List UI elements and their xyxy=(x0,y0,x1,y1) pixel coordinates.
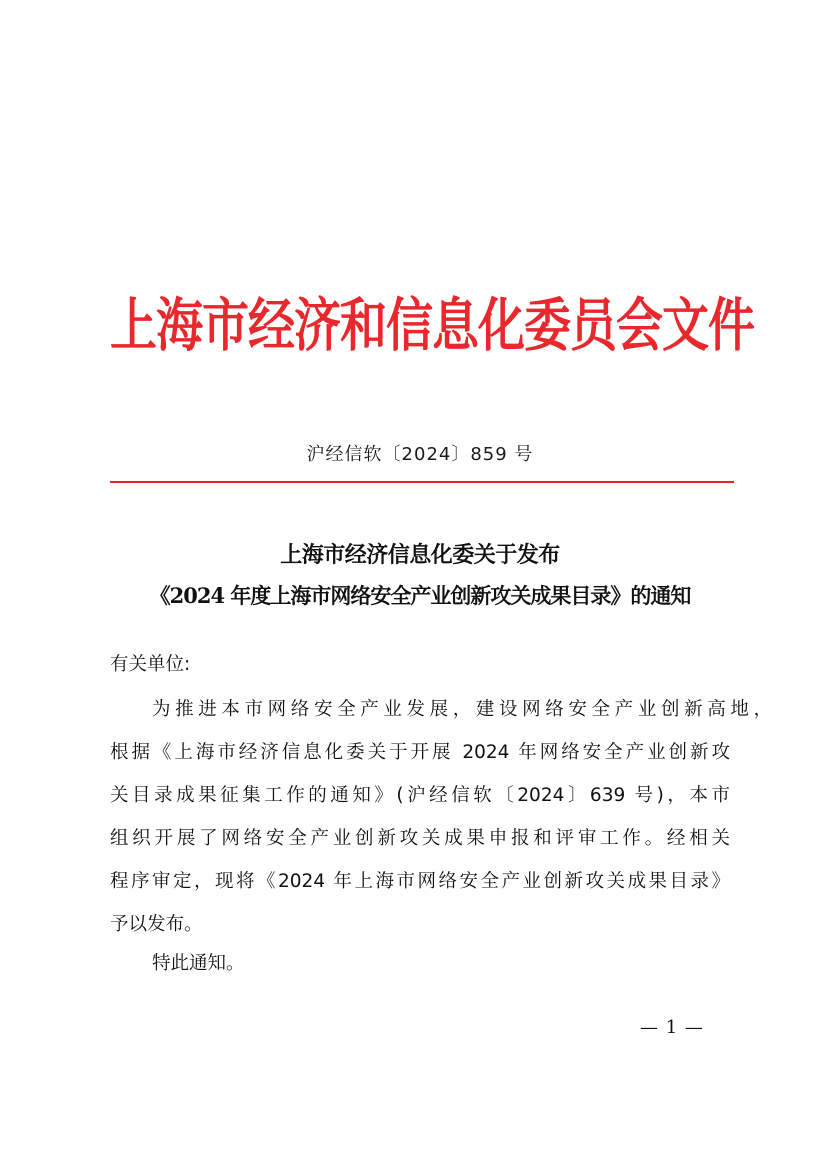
body-line: 予以发布。 xyxy=(110,914,203,935)
body-line: 根据《上海市经济信息化委关于开展 2024 年网络安全产业创新攻 xyxy=(110,742,730,763)
document-number: 沪经信软〔2024〕859 号 xyxy=(306,444,534,465)
notice-title-line-2: 《2024 年度上海市网络安全产业创新攻关成果目录》的通知 xyxy=(149,583,691,608)
body-line: 为推进本市网络安全产业发展，建设网络安全产业创新高地， xyxy=(152,699,772,720)
page-number: — 1 — xyxy=(640,1017,704,1038)
body-line: 组织开展了网络安全产业创新攻关成果申报和评审工作。经相关 xyxy=(110,828,730,849)
body-line: 程序审定，现将《2024 年上海市网络安全产业创新攻关成果目录》 xyxy=(110,871,730,892)
closing-line: 特此通知。 xyxy=(152,953,245,974)
salutation: 有关单位: xyxy=(110,654,191,675)
document-masthead: 上海市经济和信息化委员会文件 xyxy=(110,292,754,360)
red-divider-line xyxy=(110,481,734,483)
notice-title-line-1: 上海市经济信息化委关于发布 xyxy=(280,542,560,568)
body-line: 关目录成果征集工作的通知》(沪经信软〔2024〕639 号)，本市 xyxy=(110,785,730,806)
